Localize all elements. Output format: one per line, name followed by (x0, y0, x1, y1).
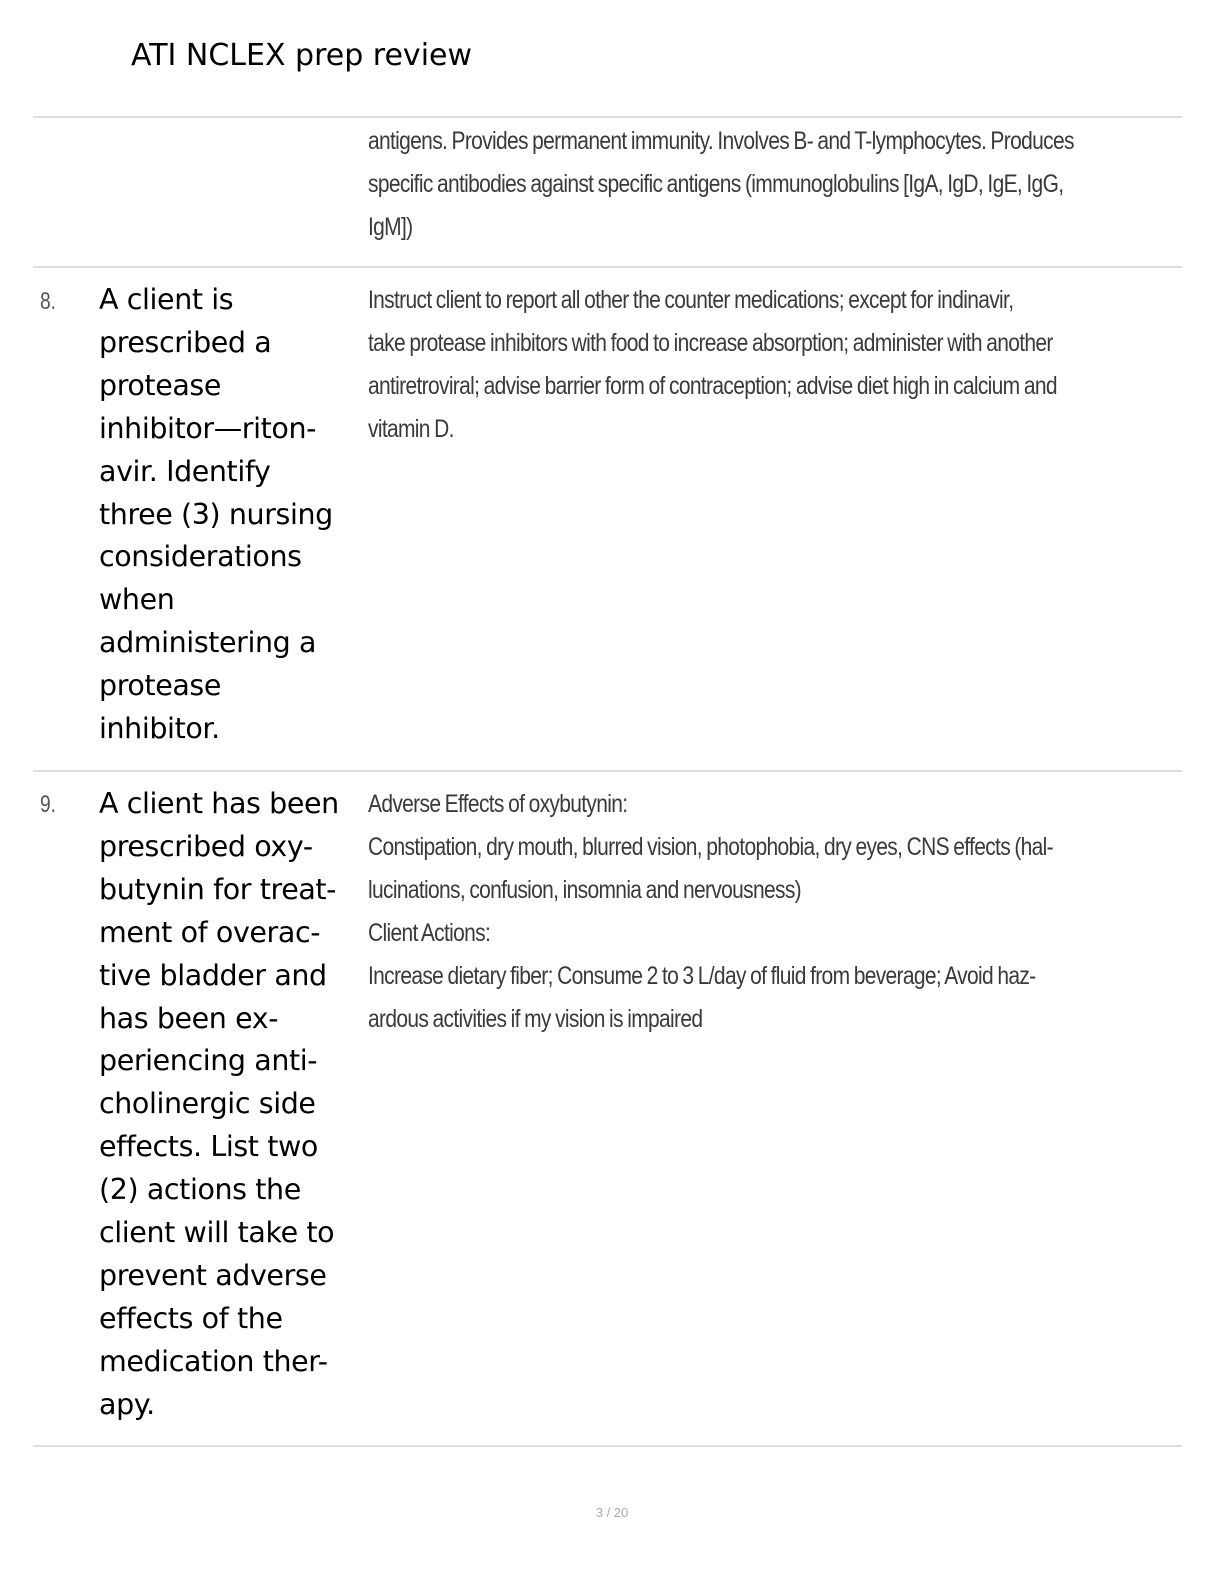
question-line: effects. List two (99, 1130, 318, 1164)
answer-cell (368, 120, 1166, 249)
question-line: prescribed oxy- (99, 829, 313, 863)
question-line: ment of overac- (99, 915, 321, 949)
question-line: considerations (99, 540, 302, 574)
question-line: when (99, 583, 175, 617)
question-line: (2) actions the (99, 1173, 301, 1207)
question-line: protease (99, 669, 221, 703)
question-line: prevent adverse (99, 1258, 327, 1292)
question-text (99, 279, 359, 751)
question-line: administering a (99, 626, 317, 660)
answer-line: take protease inhibitors with food to increase absorption; administer with another (368, 329, 1053, 357)
document-title: ATI NCLEX prep review (131, 38, 473, 73)
answer-cell (368, 783, 1166, 1041)
question-line: apy. (99, 1387, 155, 1421)
question-number: 8. (40, 288, 57, 315)
answer-line: vitamin D. (368, 415, 454, 443)
answer-line: antiretroviral; advise barrier form of contraception; advise diet high in calcium and (368, 372, 1057, 400)
question-line: butynin for treat- (99, 872, 337, 906)
question-text (99, 783, 359, 1427)
answer-line: antigens. Provides permanent immunity. Involves B- and T-lymphocytes. Produces (368, 127, 1074, 155)
question-line: inhibitor. (99, 712, 220, 746)
question-line: inhibitor—riton- (99, 411, 316, 445)
page-number: 3 / 20 (595, 1505, 629, 1520)
answer-line: Client Actions: (368, 919, 491, 947)
table-divider (33, 266, 1182, 268)
answer-line: Instruct client to report all other the counter medications; except for indinavir, (368, 286, 1014, 314)
question-line: cholinergic side (99, 1087, 316, 1121)
question-line: client will take to (99, 1216, 335, 1250)
question-line: A client is (99, 283, 234, 316)
table-divider (33, 116, 1182, 118)
question-number: 9. (40, 791, 57, 818)
table-divider (33, 1445, 1182, 1447)
answer-line: ardous activities if my vision is impaired (368, 1005, 703, 1033)
question-line: effects of the (99, 1301, 283, 1335)
question-line: tive bladder and (99, 958, 327, 992)
answer-line: IgM]) (368, 213, 413, 241)
question-line: A client has been (99, 787, 339, 820)
question-line: periencing anti- (99, 1044, 318, 1078)
answer-line: lucinations, confusion, insomnia and nervousness) (368, 876, 801, 904)
answer-line: Constipation, dry mouth, blurred vision, photophobia, dry eyes, CNS effects (hal- (368, 833, 1054, 861)
question-line: has been ex- (99, 1001, 279, 1035)
question-line: medication ther- (99, 1344, 328, 1378)
question-line: avir. Identify (99, 454, 271, 488)
answer-line: Increase dietary fiber; Consume 2 to 3 L/day of fluid from beverage; Avoid haz- (368, 962, 1036, 990)
question-line: prescribed a (99, 325, 272, 359)
table-divider (33, 770, 1182, 772)
answer-cell (368, 279, 1166, 451)
answer-line: Adverse Effects of oxybutynin: (368, 790, 628, 818)
question-line: protease (99, 368, 221, 402)
question-line: three (3) nursing (99, 497, 333, 531)
answer-line: specific antibodies against specific antigens (immunoglobulins [IgA, IgD, IgE, IgG, (368, 170, 1064, 198)
